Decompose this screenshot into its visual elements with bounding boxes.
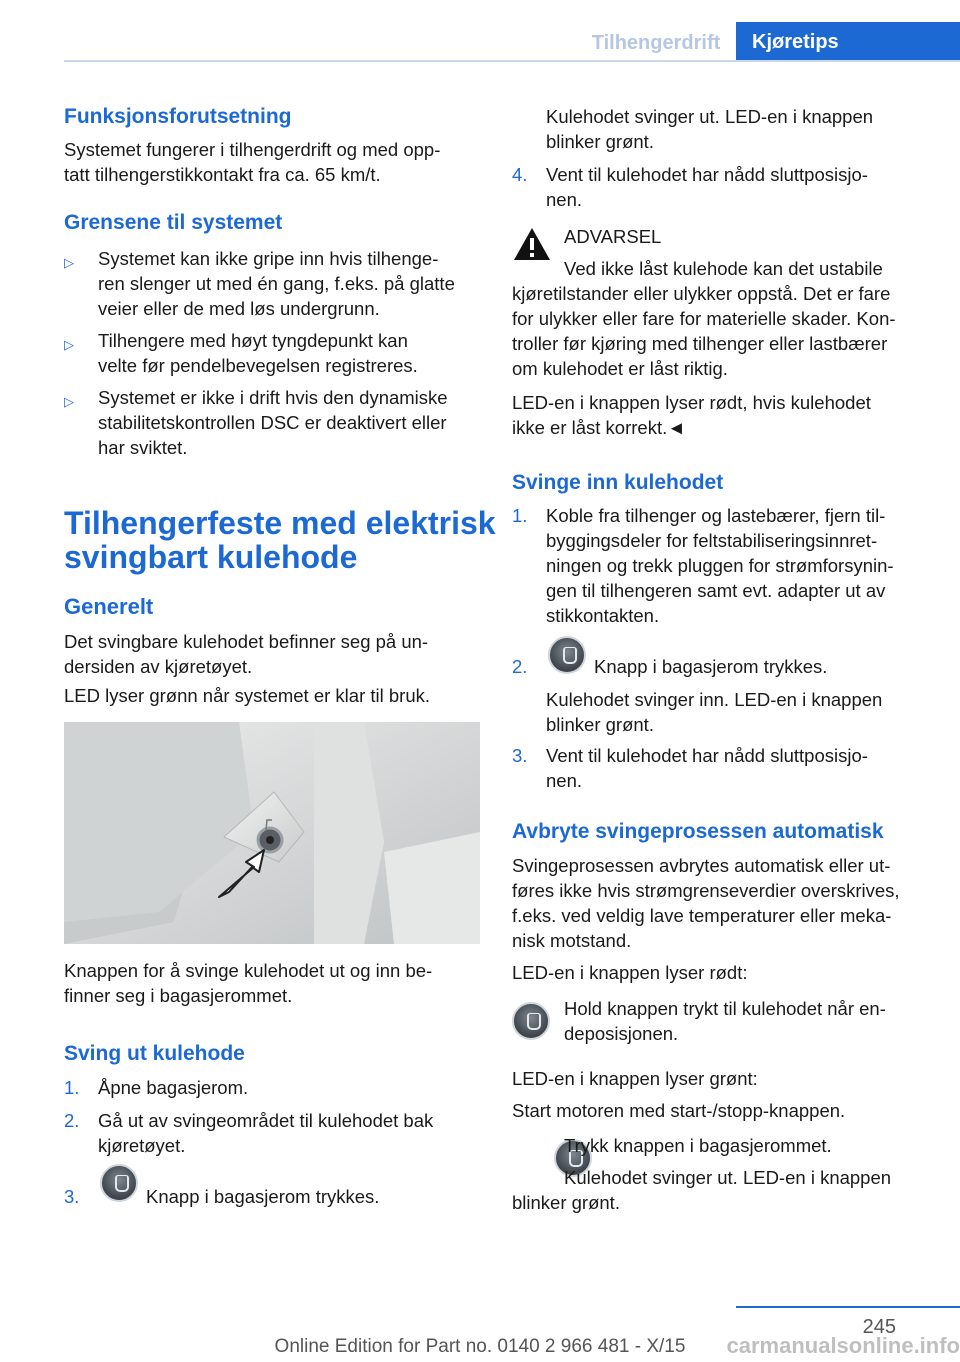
trailer-hitch-button-icon xyxy=(512,1002,550,1040)
watermark: carmanualsonline.info xyxy=(726,1333,960,1358)
paragraph-avbryte-3: f.eks. ved veldig lave temperaturer eller meka- xyxy=(512,905,892,926)
header-rule xyxy=(64,60,960,62)
paragraph-generelt-2: dersiden av kjøretøyet. xyxy=(64,656,253,677)
list-text: stabilitetskontrollen DSC er deaktivert eller xyxy=(98,412,447,433)
trailer-hitch-button-icon xyxy=(548,636,586,674)
step-number: 3. xyxy=(512,745,528,766)
list-text: Systemet er ikke i drift hvis den dynamiske xyxy=(98,387,448,408)
tab-section[interactable]: Tilhengerdrift xyxy=(591,32,721,54)
step-number: 1. xyxy=(512,505,528,526)
step-text: nen. xyxy=(546,770,583,791)
paragraph-start: Start motoren med start-/stopp-knappen. xyxy=(512,1100,846,1121)
step-text: nen. xyxy=(546,189,583,210)
paragraph-led-gront: LED-en i knappen lyser grønt: xyxy=(512,1068,758,1089)
list-text: veier eller de med løs undergrunn. xyxy=(98,298,380,319)
step-number: 4. xyxy=(512,164,528,185)
heading-avbryte: Avbryte svingeprosessen automatisk xyxy=(512,820,884,843)
step-number: 2. xyxy=(512,656,528,677)
step-text: byggingsdeler for feltstabiliseringsinnret- xyxy=(546,530,878,551)
footer-rule xyxy=(736,1306,960,1308)
trunk-button-photo xyxy=(64,722,480,944)
continuation-1: Kulehodet svinger ut. LED-en i knappen xyxy=(546,106,874,127)
warning-line-4: troller før kjøring med tilhenger eller lastbærer xyxy=(512,333,888,354)
paragraph-led-red-2: ikke er låst korrekt.◄ xyxy=(512,417,686,438)
paragraph-avbryte-2: føres ikke hvis strømgrenseverdier overskrives, xyxy=(512,880,900,901)
step-text: stikkontakten. xyxy=(546,605,660,626)
warning-line-2: kjøretilstander eller ulykker oppstå. Det er fare xyxy=(512,283,891,304)
step-text: gen til tilhengeren samt evt. adapter ut av xyxy=(546,580,886,601)
continuation-2: blinker grønt. xyxy=(546,131,654,152)
heading-sving-ut: Sving ut kulehode xyxy=(64,1042,245,1065)
photo-caption-2: finner seg i bagasjerommet. xyxy=(64,985,293,1006)
step-number: 3. xyxy=(64,1186,80,1207)
step-number: 1. xyxy=(64,1077,80,1098)
trailer-hitch-button-icon xyxy=(100,1164,138,1202)
heading-funksjonsforutsetning: Funksjonsforutsetning xyxy=(64,105,292,128)
paragraph-avbryte-1: Svingeprosessen avbrytes automatisk eller ut- xyxy=(512,855,891,876)
step-text: Kulehodet svinger inn. LED-en i knappen xyxy=(546,689,883,710)
list-text: har sviktet. xyxy=(98,437,188,458)
step-text: Knapp i bagasjerom trykkes. xyxy=(594,656,828,677)
warning-title: ADVARSEL xyxy=(564,226,662,247)
warning-triangle-icon xyxy=(512,226,552,262)
step-text: ningen og trekk pluggen for strømforsynin- xyxy=(546,555,894,576)
edition-footer: Online Edition for Part no. 0140 2 966 481 - X/15 xyxy=(274,1336,686,1357)
step-text: Koble fra tilhenger og lastebærer, fjern til- xyxy=(546,505,886,526)
paragraph-funksjon-1: Systemet fungerer i tilhengerdrift og med opp- xyxy=(64,139,441,160)
paragraph-funksjon-2: tatt tilhengerstikkontakt fra ca. 65 km/t. xyxy=(64,164,381,185)
list-text: ren slenger ut med én gang, f.eks. på glatte xyxy=(98,273,455,294)
warning-line-1: Ved ikke låst kulehode kan det ustabile xyxy=(564,258,883,279)
paragraph-avbryte-4: nisk motstand. xyxy=(512,930,632,951)
paragraph-generelt-1: Det svingbare kulehodet befinner seg på un- xyxy=(64,631,429,652)
step-text: blinker grønt. xyxy=(546,714,654,735)
heading-generelt: Generelt xyxy=(64,594,154,619)
trunk-interior-illustration xyxy=(64,722,480,944)
paragraph-final-2: blinker grønt. xyxy=(512,1192,620,1213)
warning-line-3: for ulykker eller fare for materielle skader. Kon- xyxy=(512,308,896,329)
tab-chapter[interactable]: Kjøretips xyxy=(736,22,960,62)
step-number: 2. xyxy=(64,1110,80,1131)
paragraph-led: LED lyser grønn når systemet er klar til bruk. xyxy=(64,685,430,706)
triangle-bullet-icon: ▷ xyxy=(64,337,74,352)
warning-line-5: om kulehodet er låst riktig. xyxy=(512,358,728,379)
instruction-hold-2: deposisjonen. xyxy=(564,1023,679,1044)
step-text: Vent til kulehodet har nådd sluttposisjo- xyxy=(546,164,868,185)
step-text: Vent til kulehodet har nådd sluttposisjo- xyxy=(546,745,868,766)
triangle-bullet-icon: ▷ xyxy=(64,394,74,409)
paragraph-final-1: Kulehodet svinger ut. LED-en i knappen xyxy=(564,1167,892,1188)
triangle-bullet-icon: ▷ xyxy=(64,255,74,270)
step-text: Gå ut av svingeområdet til kulehodet bak xyxy=(98,1110,434,1131)
list-text: velte før pendelbevegelsen registreres. xyxy=(98,355,418,376)
heading-grensene: Grensene til systemet xyxy=(64,211,283,234)
photo-caption-1: Knappen for å svinge kulehodet ut og inn be- xyxy=(64,960,433,981)
step-text: Åpne bagasjerom. xyxy=(98,1077,249,1098)
paragraph-led-red-1: LED-en i knappen lyser rødt, hvis kulehodet xyxy=(512,392,871,413)
chapter-title-line-1: Tilhengerfeste med elektrisk xyxy=(64,505,496,541)
step-text: Knapp i bagasjerom trykkes. xyxy=(146,1186,380,1207)
list-text: Tilhengere med høyt tyngdepunkt kan xyxy=(98,330,408,351)
list-text: Systemet kan ikke gripe inn hvis tilhenge- xyxy=(98,248,439,269)
heading-svinge-inn: Svinge inn kulehodet xyxy=(512,471,724,494)
page-number: 245 xyxy=(862,1316,896,1338)
instruction-hold-1: Hold knappen trykt til kulehodet når en- xyxy=(564,998,886,1019)
step-text: kjøretøyet. xyxy=(98,1135,186,1156)
instruction-trykk: Trykk knappen i bagasjerommet. xyxy=(564,1135,832,1156)
paragraph-led-rodt: LED-en i knappen lyser rødt: xyxy=(512,962,748,983)
chapter-title-line-2: svingbart kulehode xyxy=(64,539,358,575)
